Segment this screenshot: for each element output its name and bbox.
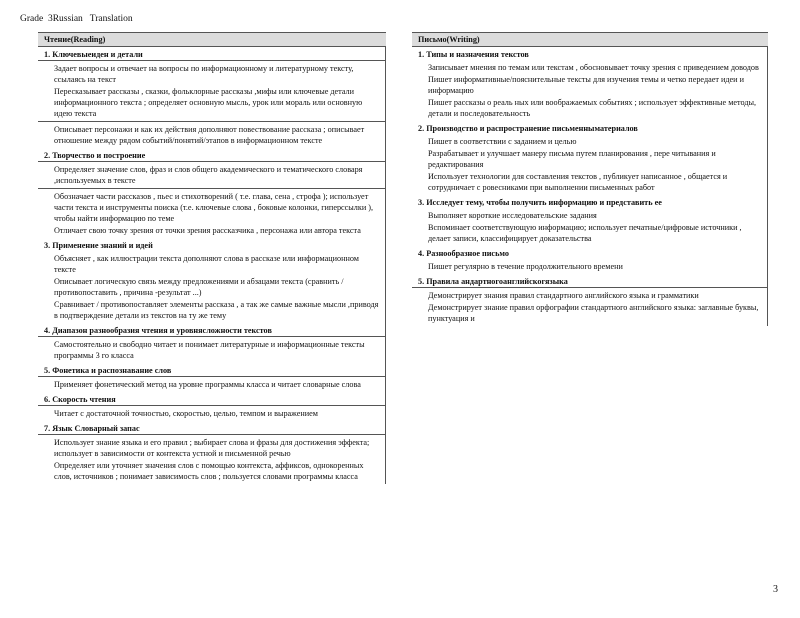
section-title: 3. Исследует тему, чтобы получить информацию и представить ее — [418, 198, 662, 207]
standard-section — [38, 392, 386, 421]
reading-sections — [38, 47, 386, 484]
section-title: 6. Скорость чтения — [44, 395, 116, 404]
standard-item: Демонстрирует знание правил орфографии стандартного английского языка: заглавные буквы, пунктуация и — [428, 303, 759, 323]
standard-item: Пишет рассказы о реаль ных или воображаемых событиях ; использует эффективные методы, детали и последовательность — [428, 98, 757, 118]
standard-group — [38, 376, 385, 392]
standard-group — [412, 259, 767, 274]
standard-item: Отличает свою точку зрения от точки зрения рассказчика , персонажа или автора текста — [54, 226, 361, 235]
standard-item: Сравнивает / противопоставляет элементы рассказа , а так же самые важные мысли ,приводя в подтверждение детали из текстов на ту же тему — [54, 300, 379, 320]
standard-section — [38, 148, 386, 238]
section-title: 5. Правила андартногоанглийскогязыка — [418, 277, 568, 286]
standard-item: Обозначает части рассказов , пьес и стихотворений ( т.е. глава, сена , строфа ); использует части текста и инструменты поиска (т.е. ключевые слова , боковые колонки, гиперссылки ), чтобы найти информацию по теме — [54, 192, 374, 223]
standard-group — [38, 405, 385, 421]
standard-item: Разрабатывает и улучшает манеру письма путем планирования , пере читывания и редактирования — [428, 149, 716, 169]
standard-item: Определяет значение слов, фраз и слов общего академического и тематического словаря ,используемых в тексте — [54, 165, 363, 185]
section-title: 4. Разнообразное письмо — [418, 249, 509, 258]
standard-item: Выполняет короткие исследовательские задания — [428, 211, 597, 220]
standard-group — [38, 161, 385, 188]
standard-item: Использует знание языка и его правил ; выбирает слова и фразы для достижения эффекта; использует в зависимости от контекста устной и письменной речью — [54, 438, 370, 458]
standard-group — [38, 188, 385, 238]
standard-item: Использует технологии для составления текстов , публикует написанное , общается и сотрудничает с ровесниками при выполнении письменных работ — [428, 172, 728, 192]
standard-group — [38, 251, 385, 323]
section-title: 3. Применение знаний и идей — [44, 241, 153, 250]
standard-item: Самостоятельно и свободно читает и понимает литературные и информационные тексты программы 3 го класса — [54, 340, 365, 360]
standard-section — [38, 47, 386, 148]
writing-sections — [412, 47, 768, 326]
writing-column — [412, 32, 768, 326]
standard-section — [412, 274, 768, 326]
standard-item: Определяет или уточняет значения слов с помощью контекста, аффиксов, однокоренных слов, источников ; понимает зависимость слов ; пользуется словами программы класса — [54, 461, 364, 481]
standard-section — [412, 47, 768, 121]
standard-item: Пишет в соответствии с заданием и целью — [428, 137, 577, 146]
standard-item: Вспоминает соответствующую информацию; использует печатные/цифровые источники , делает записи, классифицирует доказательства — [428, 223, 742, 243]
standard-section — [38, 238, 386, 323]
standard-group — [412, 60, 767, 121]
standard-item: Объясняет , как иллюстрации текста дополняют слова в рассказе или информационном тексте — [54, 254, 359, 274]
section-title: 5. Фонетика и распознавание слов — [44, 366, 172, 375]
standard-group — [38, 434, 385, 484]
standard-group — [412, 208, 767, 246]
writing-header: Письмо(Writing) — [412, 32, 768, 47]
standard-item: Пересказывает рассказы , сказки, фольклорные рассказы ,мифы или ключевые детали информационного текста ; определяет основную мысль, урок или мораль или основную идею текста — [54, 87, 363, 118]
section-title: 2. Творчество и построение — [44, 151, 146, 160]
standard-item: Пишет информативные/пояснительные тексты для изучения темы и четко передает идеи и информацию — [428, 75, 744, 95]
standard-group — [38, 60, 385, 121]
section-title: 7. Язык Словарный запас — [44, 424, 140, 433]
standard-section — [412, 246, 768, 274]
standard-section — [38, 421, 386, 484]
standard-group — [412, 287, 767, 326]
standard-item: Описывает персонажи и как их действия дополняют повествование рассказа ; описывает отношение между рядом событий/понятий/этапов в информационном тексте — [54, 125, 365, 145]
standard-item: Описывает логическую связь между предложениями и абзацами текста (сравнить /противопоставить , причина -результат ...) — [54, 277, 344, 297]
page-number: 3 — [773, 584, 778, 595]
standard-item: Демонстрирует знания правил стандартного английского языка и грамматики — [428, 291, 699, 300]
standard-section — [412, 121, 768, 195]
reading-column — [38, 32, 386, 484]
section-title: 4. Диапазон разнообразия чтения и уровнясложности текстов — [44, 326, 272, 335]
standard-group — [38, 336, 385, 363]
standard-item: Задает вопросы и отвечает на вопросы по информационному и литературному тексту, ссылаясь на текст — [54, 64, 354, 84]
page-title: Grade 3Russian Translation — [20, 14, 133, 24]
standard-group — [412, 134, 767, 195]
standard-item: Записывает мнения по темам или текстам , обосновывает точку зрения с приведением доводов — [428, 63, 759, 72]
standard-section — [38, 323, 386, 363]
reading-header: Чтение(Reading) — [38, 32, 386, 47]
standard-item: Применяет фонетический метод на уровне программы класса и читает словарные слова — [54, 380, 361, 389]
section-title: 2. Производство и распространение письменныматериалов — [418, 124, 638, 133]
section-title: 1. Ключевыеиден и детали — [44, 50, 143, 59]
standard-section — [38, 363, 386, 392]
standard-item: Пишет регулярно в течение продолжительного времени — [428, 262, 623, 271]
standard-group — [38, 121, 385, 148]
standard-section — [412, 195, 768, 246]
standard-item: Читает с достаточной точностью, скоростью, целью, темпом и выражением — [54, 409, 318, 418]
section-title: 1. Типы и назначения текстов — [418, 50, 529, 59]
